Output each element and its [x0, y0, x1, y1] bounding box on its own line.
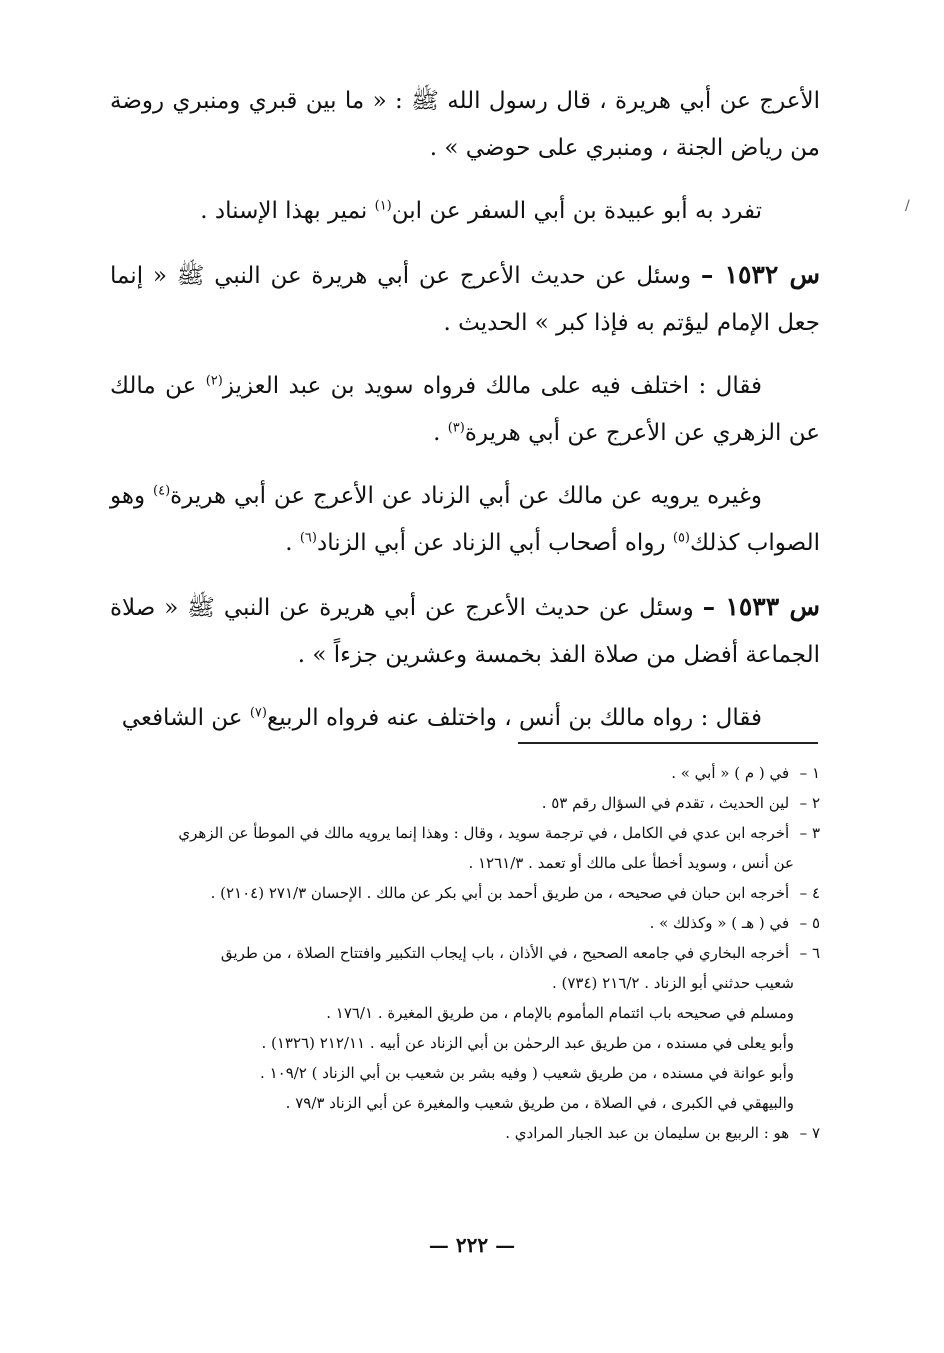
footnote-number: ٣ – — [799, 824, 820, 842]
paragraph-text: عن الشافعي — [121, 705, 250, 731]
paragraph-text: تفرد به أبو عبيدة بن أبي السفر عن ابن — [391, 198, 762, 224]
footnote-5 — [110, 908, 820, 938]
paragraph-answer-1532 — [110, 363, 820, 457]
margin-mark: / — [905, 198, 910, 214]
paragraph-text: فقال : اختلف فيه على مالك فرواه سويد بن عبد العزيز — [222, 373, 762, 399]
footnote-text: أخرجه ابن حبان في صحيحه ، من طريق أحمد بن أبي بكر عن مالك . الإحسان ٢٧١/٣ (٢١٠٤) . — [210, 884, 790, 902]
question-number: س ١٥٣٣ – — [702, 592, 820, 621]
footnote-text: في ( هـ ) « وكذلك » . — [649, 914, 790, 932]
paragraph-text: . — [433, 420, 448, 446]
paragraph-text: وغيره يرويه عن مالك عن أبي الزناد عن الأعرج عن أبي هريرة — [170, 483, 762, 509]
footnote-ref-3[interactable]: (٣) — [447, 420, 465, 436]
footnotes — [110, 758, 820, 1148]
footnote-6-continuation: وأبو يعلى في مسنده ، من طريق عبد الرحمٰن بن أبي الزناد عن أبيه . ٢١٢/١١ (١٣٢٦) . — [261, 1034, 794, 1052]
paragraph-text: نمير بهذا الإسناد . — [200, 198, 375, 224]
paragraph-text: فقال : رواه مالك بن أنس ، واختلف عنه فرواه الربيع — [266, 705, 762, 731]
footnote-3-continuation: عن أنس ، وسويد أخطأ على مالك أو تعمد . ١٢٦١/٣ . — [468, 854, 794, 872]
footnote-number: ٥ – — [799, 914, 820, 932]
footnote-ref-7[interactable]: (٧) — [249, 705, 267, 721]
footnote-text: أخرجه ابن عدي في الكامل ، في ترجمة سويد ، وقال : وهذا إنما يرويه مالك في الموطأ عن الزهري — [178, 824, 790, 842]
question-1533 — [110, 583, 820, 679]
footnote-1 — [110, 758, 820, 788]
paragraph-answer-1533 — [110, 695, 820, 742]
question-text: وسئل عن حديث الأعرج عن أبي هريرة عن النبي ﷺ « إنما جعل الإمام ليؤتم به فإذا كبر » الحديث . — [110, 263, 820, 336]
footnote-4 — [110, 878, 820, 908]
footnote-number: ١ – — [799, 764, 820, 782]
question-number: س ١٥٣٢ – — [700, 260, 820, 289]
footnote-number: ٦ – — [799, 944, 820, 962]
footnote-3 — [110, 818, 820, 848]
footnote-number: ٧ – — [799, 1124, 820, 1142]
paragraph-text: . — [285, 530, 300, 556]
footnote-number: ٤ – — [799, 884, 820, 902]
paragraph-text: وهو الصواب كذلك — [110, 483, 820, 556]
footnote-6-continuation: ومسلم في صحيحه باب ائتمام المأموم بالإمام ، من طريق المغيرة . ١٧٦/١ . — [326, 1004, 794, 1022]
footnote-text: أخرجه البخاري في جامعه الصحيح ، في الأذان ، باب إيجاب التكبير وافتتاح الصلاة ، من طريق — [220, 944, 790, 962]
footnote-ref-1[interactable]: (١) — [374, 198, 392, 214]
footnote-6 — [110, 938, 820, 968]
footnote-separator — [518, 742, 818, 744]
footnote-ref-4[interactable]: (٤) — [153, 483, 171, 499]
footnote-number: ٢ – — [799, 794, 820, 812]
footnote-ref-5[interactable]: (٥) — [672, 530, 690, 546]
footnote-ref-2[interactable]: (٢) — [205, 373, 223, 389]
paragraph-text: رواه أصحاب أبي الزناد عن أبي الزناد — [316, 530, 673, 556]
footnote-ref-6[interactable]: (٦) — [299, 530, 317, 546]
question-text: وسئل عن حديث الأعرج عن أبي هريرة عن النبي ﷺ « صلاة الجماعة أفضل من صلاة الفذ بخمسة وعشرين جزءاً » . — [110, 595, 820, 668]
paragraph-others-narrate — [110, 473, 820, 567]
footnote-6-continuation: والبيهقي في الكبرى ، في الصلاة ، من طريق شعيب والمغيرة عن أبي الزناد ٧٩/٣ . — [285, 1094, 794, 1112]
paragraph-tafarrud — [110, 188, 820, 235]
footnote-6-continuation: شعيب حدثني أبو الزناد . ٢١٦/٢ (٧٣٤) . — [551, 974, 794, 992]
footnote-2 — [110, 788, 820, 818]
footnote-6-continuation: وأبو عوانة في مسنده ، من طريق شعيب ( وفيه بشر بن شعيب بن أبي الزناد ) ١٠٩/٢ . — [260, 1064, 794, 1082]
paragraph-text: عن مالك عن الزهري عن الأعرج عن أبي هريرة — [110, 373, 820, 446]
paragraph-hadith-continuation — [110, 78, 820, 172]
page-number: — ٢٢٢ — — [428, 1233, 516, 1257]
main-text — [110, 78, 820, 758]
footnote-text: هو : الربيع بن سليمان بن عبد الجبار المرادي . — [505, 1124, 790, 1142]
footnote-7 — [110, 1118, 820, 1148]
footnote-text: في ( م ) « أبي » . — [671, 764, 790, 782]
paragraph-text: الأعرج عن أبي هريرة ، قال رسول الله ﷺ : « ما بين قبري ومنبري روضة من رياض الجنة ، ومنبري على حوضي » . — [110, 88, 820, 161]
question-1532 — [110, 251, 820, 347]
footnote-text: لين الحديث ، تقدم في السؤال رقم ٥٣ . — [541, 794, 790, 812]
